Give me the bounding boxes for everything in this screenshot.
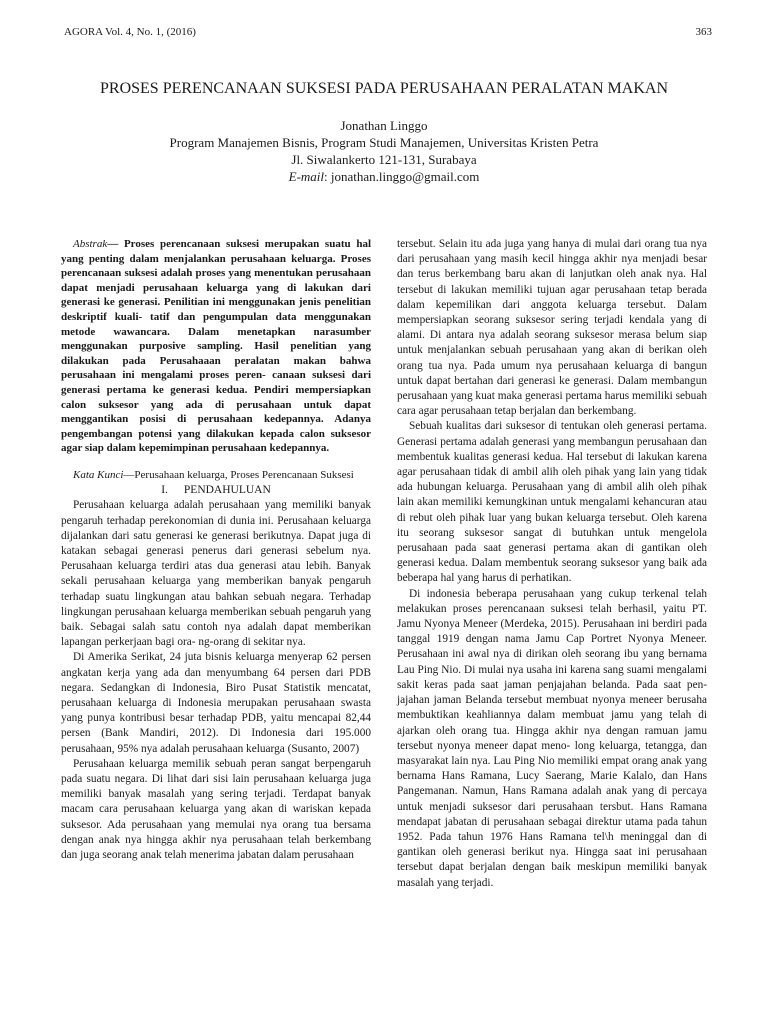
running-header <box>64 26 712 38</box>
email-label: E-mail <box>288 169 325 184</box>
paragraph: Perusahaan keluarga memilik sebuah peran sangat berpengaruh pada suatu negara. Di lihat dari sisi lain perusahaan keluarga juga memiliki banyak masalah yang sering terjadi. Terdapat banyak macam cara perusahaan keluarga yang akan di wariskan kepada suksesor. Ada perusahaan yang memulai nya orang tua bersama dengan anak nya hingga akhir nya perusahaan telah berkembang dan juga seorang anak telah menerima jabatan dalam perusahaan <box>61 757 371 861</box>
title-block <box>60 78 708 185</box>
abstract-text: — Proses perencanaan suksesi merupakan suatu hal yang penting dalam menjalankan perusahaan keluarga. Proses perencanaan suksesi adalah proses yang menentukan perusahaan dapat menjadi perusahaan keluarga yang di lakukan dari generasi ke generasi. Penilitian ini menggunakan jenis penelitian deskriptif kuali- tatif dan pengumpulan data menggunakan metode wawancara. Dalam menetapkan narasumber menggunakan purposive sampling. Hasil penelitian yang dilakukan pada Perusahaaan peralatan makan bahwa perusahaan ini mengalami proses peren- canaan suksesi dari generasi pertama ke generasi kedua. Pendiri mempersiapkan calon suksesor yang ada di perusahaan untuk dapat menggantikan posisi di perusahaan kedepannya. Adanya pengembangan potensi yang dilakukan kepada calon suksesor agar siap dalam kepemimpinan perusahaan kedepannya. <box>61 238 371 455</box>
page-number: 363 <box>695 26 712 38</box>
section-title: PENDAHULUAN <box>183 484 271 497</box>
left-column <box>61 237 371 863</box>
paragraph: Di indonesia beberapa perusahaan yang cukup terkenal telah melakukan proses perencanaan suksesi telah berhasil, yaitu PT. Jamu Nyonya Meneer (Merdeka, 2015). Perusahaan ini berdiri pada tanggal 1919 dengan nama Jamu Cap Portret Nyonya Meneer. Perusahaan ini awal nya di dirikan oleh seorang ibu yang bernama Lau Ping Nio. Di mulai nya usaha ini karena sang suami mengalami sakit keras pada saat jaman penjajahan belanda. Pada saat pen- jajahan jaman Belanda tersebut membuat nyonya meneer berusaha membuktikan keahliannya dalam membuat jamu yang telah di ajarkan oleh orang tua. Hingga akhir nya dengan ramuan jamu tersebut nyonya meneer dapat meno- long keluarga, tetangga, dan masyarakat lain nya. Lau Ping Nio memiliki empat orang anak yang bernama Hans Ramana, Lucy Saerang, Marie Kalalo, dan Hans Pangemanan. Namun, Hans Ramana adalah anak yang di percaya untuk menjadi suksesor dari perusahaan tersbut. Hans Ramana mendapat jabatan di perusahaan sebagai direktur utama pada tahun 1952. Pada tahun 1976 Hans Ramana tel\h meninggal dan di gantikan oleh generasi berikut nya. Hingga saat ini perusahaan tersebut dapat berjalan dengan baik meskipun memiliki banyak masalah yang terjadi. <box>397 587 707 889</box>
keywords <box>61 468 371 483</box>
journal-citation: AGORA Vol. 4, No. 1, (2016) <box>64 26 196 38</box>
abstract <box>61 237 371 456</box>
keywords-label: Kata Kunci <box>73 468 124 481</box>
abstract-label: Abstrak <box>73 238 108 250</box>
author-affiliation: Program Manajemen Bisnis, Program Studi Manajemen, Universitas Kristen Petra <box>169 135 599 150</box>
section-number: I. <box>161 484 168 497</box>
author-name: Jonathan Linggo <box>340 118 428 133</box>
right-column <box>397 237 707 891</box>
paragraph: Perusahaan keluarga adalah perusahaan yang memiliki banyak pengaruh terhadap perekonomian di dunia ini. Perusahaan keluarga dijalankan dari satu generasi ke generasi berikutnya. Dapat juga di katakan sebagai generasi penerus dari generasi sebelum nya. Perusahaan keluarga terdiri atas dua generasi atau lebih. Banyak sekali perusahaan keluarga yang memberikan banyak pengaruh terhadap suatu lingkungan atau bahkan sebuah negara. Terhadap lingkungan perusahaan keluarga memberikan sebuah pengaruh yang baik. Sebagai salah satu contoh nya adalah dapat memberikan lapangan perkerjaan bagi ora- ng-orang di sekitar nya. <box>61 499 371 649</box>
author-block <box>60 117 708 185</box>
paragraph: tersebut. Selain itu ada juga yang hanya di mulai dari orang tua nya dari perusahaan yang masih kecil hingga akhir nya menjadi besar dan terus berkembang baru akan di lanjutkan oleh anak nya. Hal tersebut di lakukan memiliki tujuan agar perusahaan tetap berada dalam kepemilikan dari anggota keluarga tersebut. Dalam mempersiapkan seorang suksesor sering terjadi kendala yang di alami. Di antara nya adalah seorang suksesor merasa belum siap untuk menjalankan sebuah perusahaan yang akan di berikan oleh orang tua nya. Pada umum nya perusahaan keluarga di bangun untuk dapat bertahan dari generasi ke generasi. Dalam membangun perusahaan yang kuat maka generasi pertama harus memiliki sebuah cara agar perusahaan tetap berjalan dan berkembang. <box>397 238 707 418</box>
paper-title: PROSES PERENCANAAN SUKSESI PADA PERUSAHAAN PERALATAN MAKAN <box>100 80 668 97</box>
keywords-text: —Perusahaan keluarga, Proses Perencanaan Suksesi <box>123 468 354 481</box>
author-email <box>60 168 708 185</box>
email-address: : jonathan.linggo@gmail.com <box>324 169 480 184</box>
author-address: Jl. Siwalankerto 121-131, Surabaya <box>291 152 477 167</box>
paragraph: Sebuah kualitas dari suksesor di tentukan oleh generasi pertama. Generasi pertama adalah generasi yang membangun perusahaan dan membentuk kualitas generasi kedua. Hal tersebut di lakukan karena agar perusahaan tidak di ambil alih oleh pihak yang lain yang tidak ada hubungan keluarga. Perusahaan yang di ambil alih oleh pihak lain akan memiliki kemungkinan untuk mengalami kehancuran atau di rebut oleh pihak luar yang bukan keluarga tersebut. Oleh karena itu seorang suksesor sangat di butuhkan untuk mengelola perusahaan pada saat generasi pertama akan di gantikan oleh generasi kedua. Dalam membentuk seorang suksesor yang baik ada beberapa hal yang harus di perhatikan. <box>397 420 707 585</box>
paragraph: Di Amerika Serikat, 24 juta bisnis keluarga menyerap 62 persen angkatan kerja yang ada dan menyumbang 64 persen dari PDB negara. Sedangkan di Indonesia, Biro Pusat Statistik mencatat, perusahaan keluarga di Indonesia merupakan perusahaan swasta yang punya kontribusi besar terhadap PDB, yaitu mencapai 82,44 persen (Bank Mandiri, 2012). Di Indonesia dari 195.000 perusahaan, 95% nya adalah perusahaan keluarga (Susanto, 2007) <box>61 651 371 755</box>
section-heading <box>61 483 371 498</box>
